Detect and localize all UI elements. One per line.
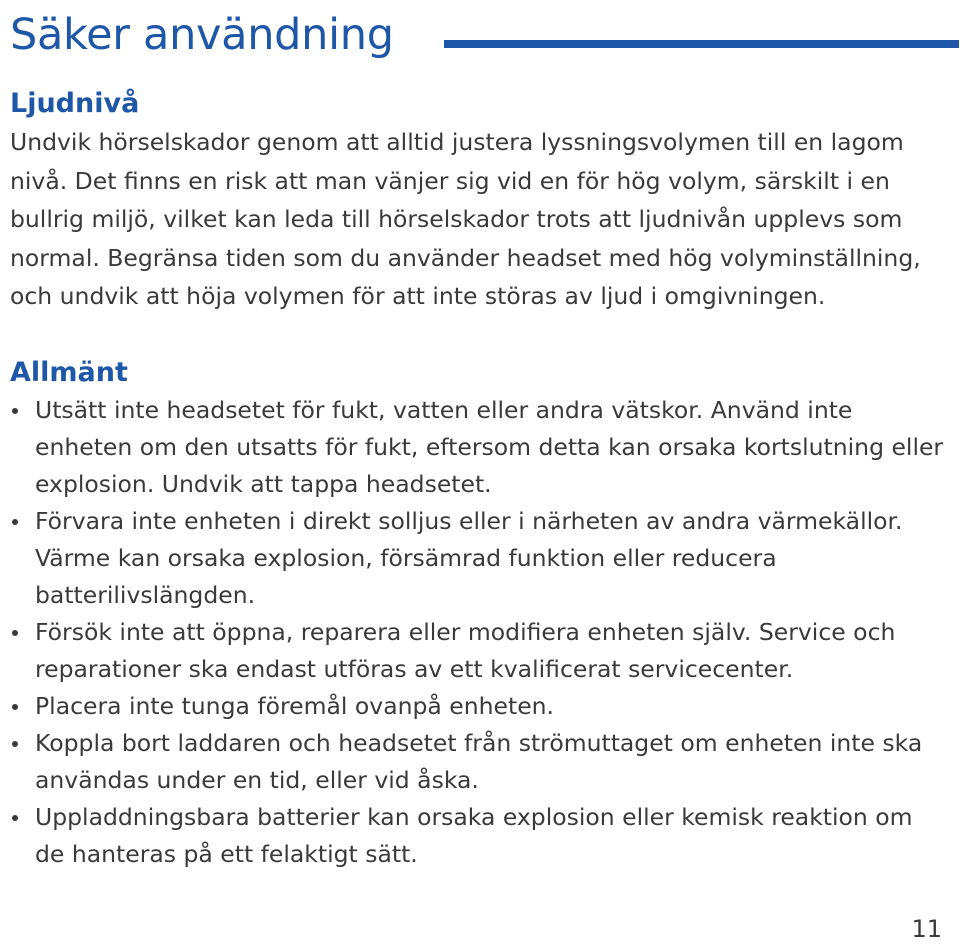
bullet-icon xyxy=(12,630,18,636)
list-item xyxy=(10,688,945,725)
bullet-icon xyxy=(12,741,18,747)
general-bullet-list xyxy=(10,392,945,873)
list-item-text: Placera inte tunga föremål ovanpå enheten. xyxy=(35,692,555,720)
list-item-text: Förvara inte enheten i direkt solljus eller i närheten av andra värmekällor. Värme kan orsaka explosion, försämrad funktion eller reducera batterilivslängden. xyxy=(35,507,903,609)
page-number: 11 xyxy=(911,915,942,943)
list-item-text: Utsätt inte headsetet för fukt, vatten eller andra vätskor. Använd inte enheten om den utsatts för fukt, eftersom detta kan orsaka kortslutning eller explosion. Undvik att tappa headsetet. xyxy=(35,396,944,498)
list-item xyxy=(10,799,945,873)
title-rule xyxy=(444,40,959,48)
bullet-icon xyxy=(12,519,18,525)
list-item xyxy=(10,392,945,503)
section-heading-general: Allmänt xyxy=(10,357,128,388)
sound-paragraph: Undvik hörselskador genom att alltid justera lyssningsvolymen till en lagom nivå. Det finns en risk att man vänjer sig vid en för hög volym, särskilt i en bullrig miljö, vilket kan leda till hörselskador trots att ljudnivån upplevs som normal. Begränsa tiden som du använder headset med hög volyminställning, och undvik att höja volymen för att inte störas av ljud i omgivningen. xyxy=(10,128,921,310)
bullet-icon xyxy=(12,408,18,414)
list-item xyxy=(10,725,945,799)
list-item-text: Koppla bort laddaren och headsetet från strömuttaget om enheten inte ska användas under en tid, eller vid åska. xyxy=(35,729,923,794)
list-item-text: Försök inte att öppna, reparera eller modifiera enheten själv. Service och reparationer ska endast utföras av ett kvalificerat servicecenter. xyxy=(35,618,896,683)
list-item xyxy=(10,503,945,614)
page-title: Säker användning xyxy=(10,10,394,60)
bullet-icon xyxy=(12,815,18,821)
bullet-icon xyxy=(12,704,18,710)
list-item xyxy=(10,614,945,688)
list-item-text: Uppladdningsbara batterier kan orsaka explosion eller kemisk reaktion om de hanteras på ett felaktigt sätt. xyxy=(35,803,913,868)
section-heading-sound: Ljudnivå xyxy=(10,88,140,119)
title-row xyxy=(10,6,950,66)
